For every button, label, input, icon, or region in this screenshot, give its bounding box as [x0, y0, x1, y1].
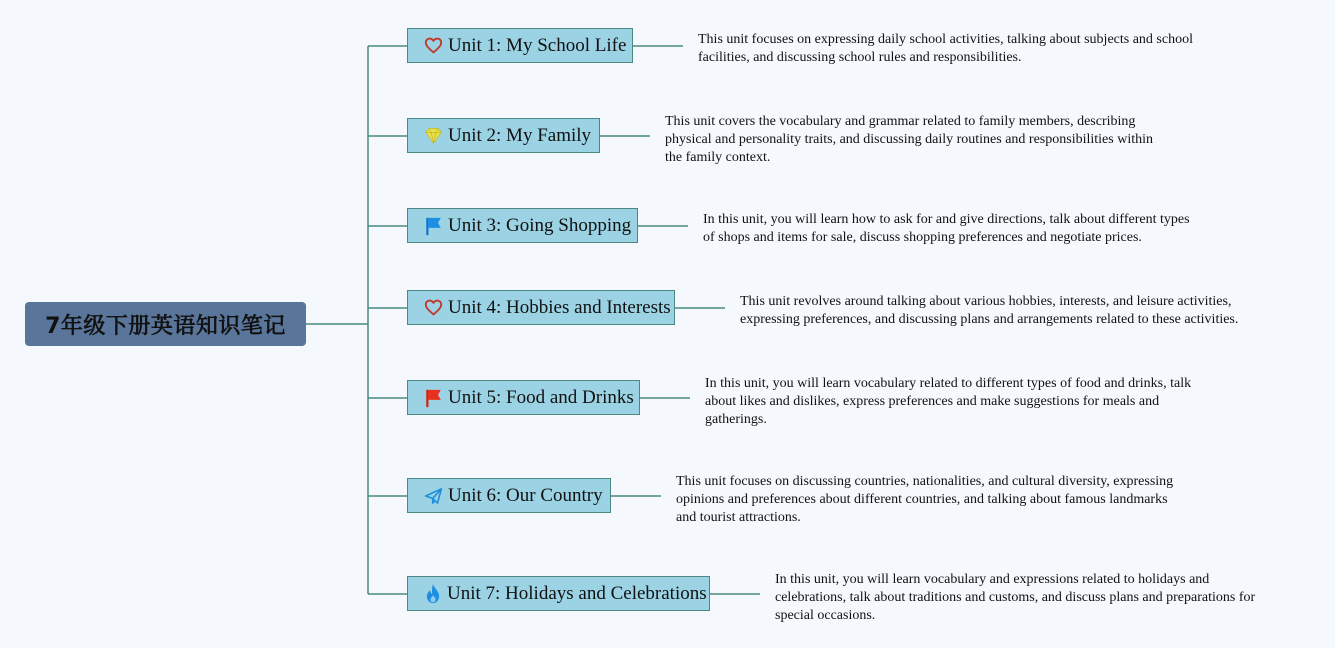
- unit-node-5[interactable]: [407, 380, 640, 415]
- diamond-icon: [424, 126, 443, 146]
- unit-node-4[interactable]: [407, 290, 675, 325]
- blue-flag-icon: [424, 216, 443, 236]
- unit-description-2: This unit covers the vocabulary and grammar related to family members, describing physical and personality traits, and discussing daily routines and responsibilities within the family context.: [665, 114, 1153, 165]
- unit-node-6[interactable]: [407, 478, 611, 513]
- unit-description-6: This unit focuses on discussing countries, nationalities, and cultural diversity, expressing opinions and preferences about different countries, and talking about famous landmarks and tourist attractions.: [676, 474, 1174, 525]
- unit-node-1[interactable]: [407, 28, 633, 63]
- red-flag-icon: [424, 388, 443, 408]
- unit-node-3[interactable]: [407, 208, 638, 243]
- paper-plane-icon: [424, 486, 443, 506]
- unit-description-1: This unit focuses on expressing daily school activities, talking about subjects and school facilities, and discussing school rules and responsibilities.: [698, 32, 1193, 65]
- unit-description-4: This unit revolves around talking about various hobbies, interests, and leisure activities, expressing preferences, and discussing plans and arrangements related to these activities.: [740, 294, 1239, 327]
- heart-icon: [424, 298, 443, 318]
- flame-icon: [424, 584, 442, 604]
- unit-title: Unit 5: Food and Drinks: [448, 386, 634, 408]
- unit-node-2[interactable]: [407, 118, 600, 153]
- unit-description-5: In this unit, you will learn vocabulary related to different types of food and drinks, talk about likes and dislikes, express preferences and make suggestions for meals and gatherings.: [705, 376, 1192, 427]
- root-topic[interactable]: [25, 302, 306, 346]
- unit-title: Unit 6: Our Country: [448, 484, 603, 506]
- unit-title: Unit 2: My Family: [448, 124, 592, 146]
- root-title: 7年级下册英语知识笔记: [45, 313, 286, 339]
- unit-description-7: In this unit, you will learn vocabulary and expressions related to holidays and celebrations, talk about traditions and customs, and discuss plans and preparations for special occasions.: [775, 572, 1256, 623]
- unit-description-3: In this unit, you will learn how to ask for and give directions, talk about different types of shops and items for sale, discuss shopping preferences and negotiate prices.: [703, 212, 1190, 245]
- unit-title: Unit 7: Holidays and Celebrations: [447, 582, 707, 604]
- unit-node-7[interactable]: [407, 576, 710, 611]
- unit-title: Unit 4: Hobbies and Interests: [448, 296, 671, 318]
- heart-icon: [424, 36, 443, 56]
- unit-title: Unit 1: My School Life: [448, 34, 627, 56]
- unit-title: Unit 3: Going Shopping: [448, 214, 632, 236]
